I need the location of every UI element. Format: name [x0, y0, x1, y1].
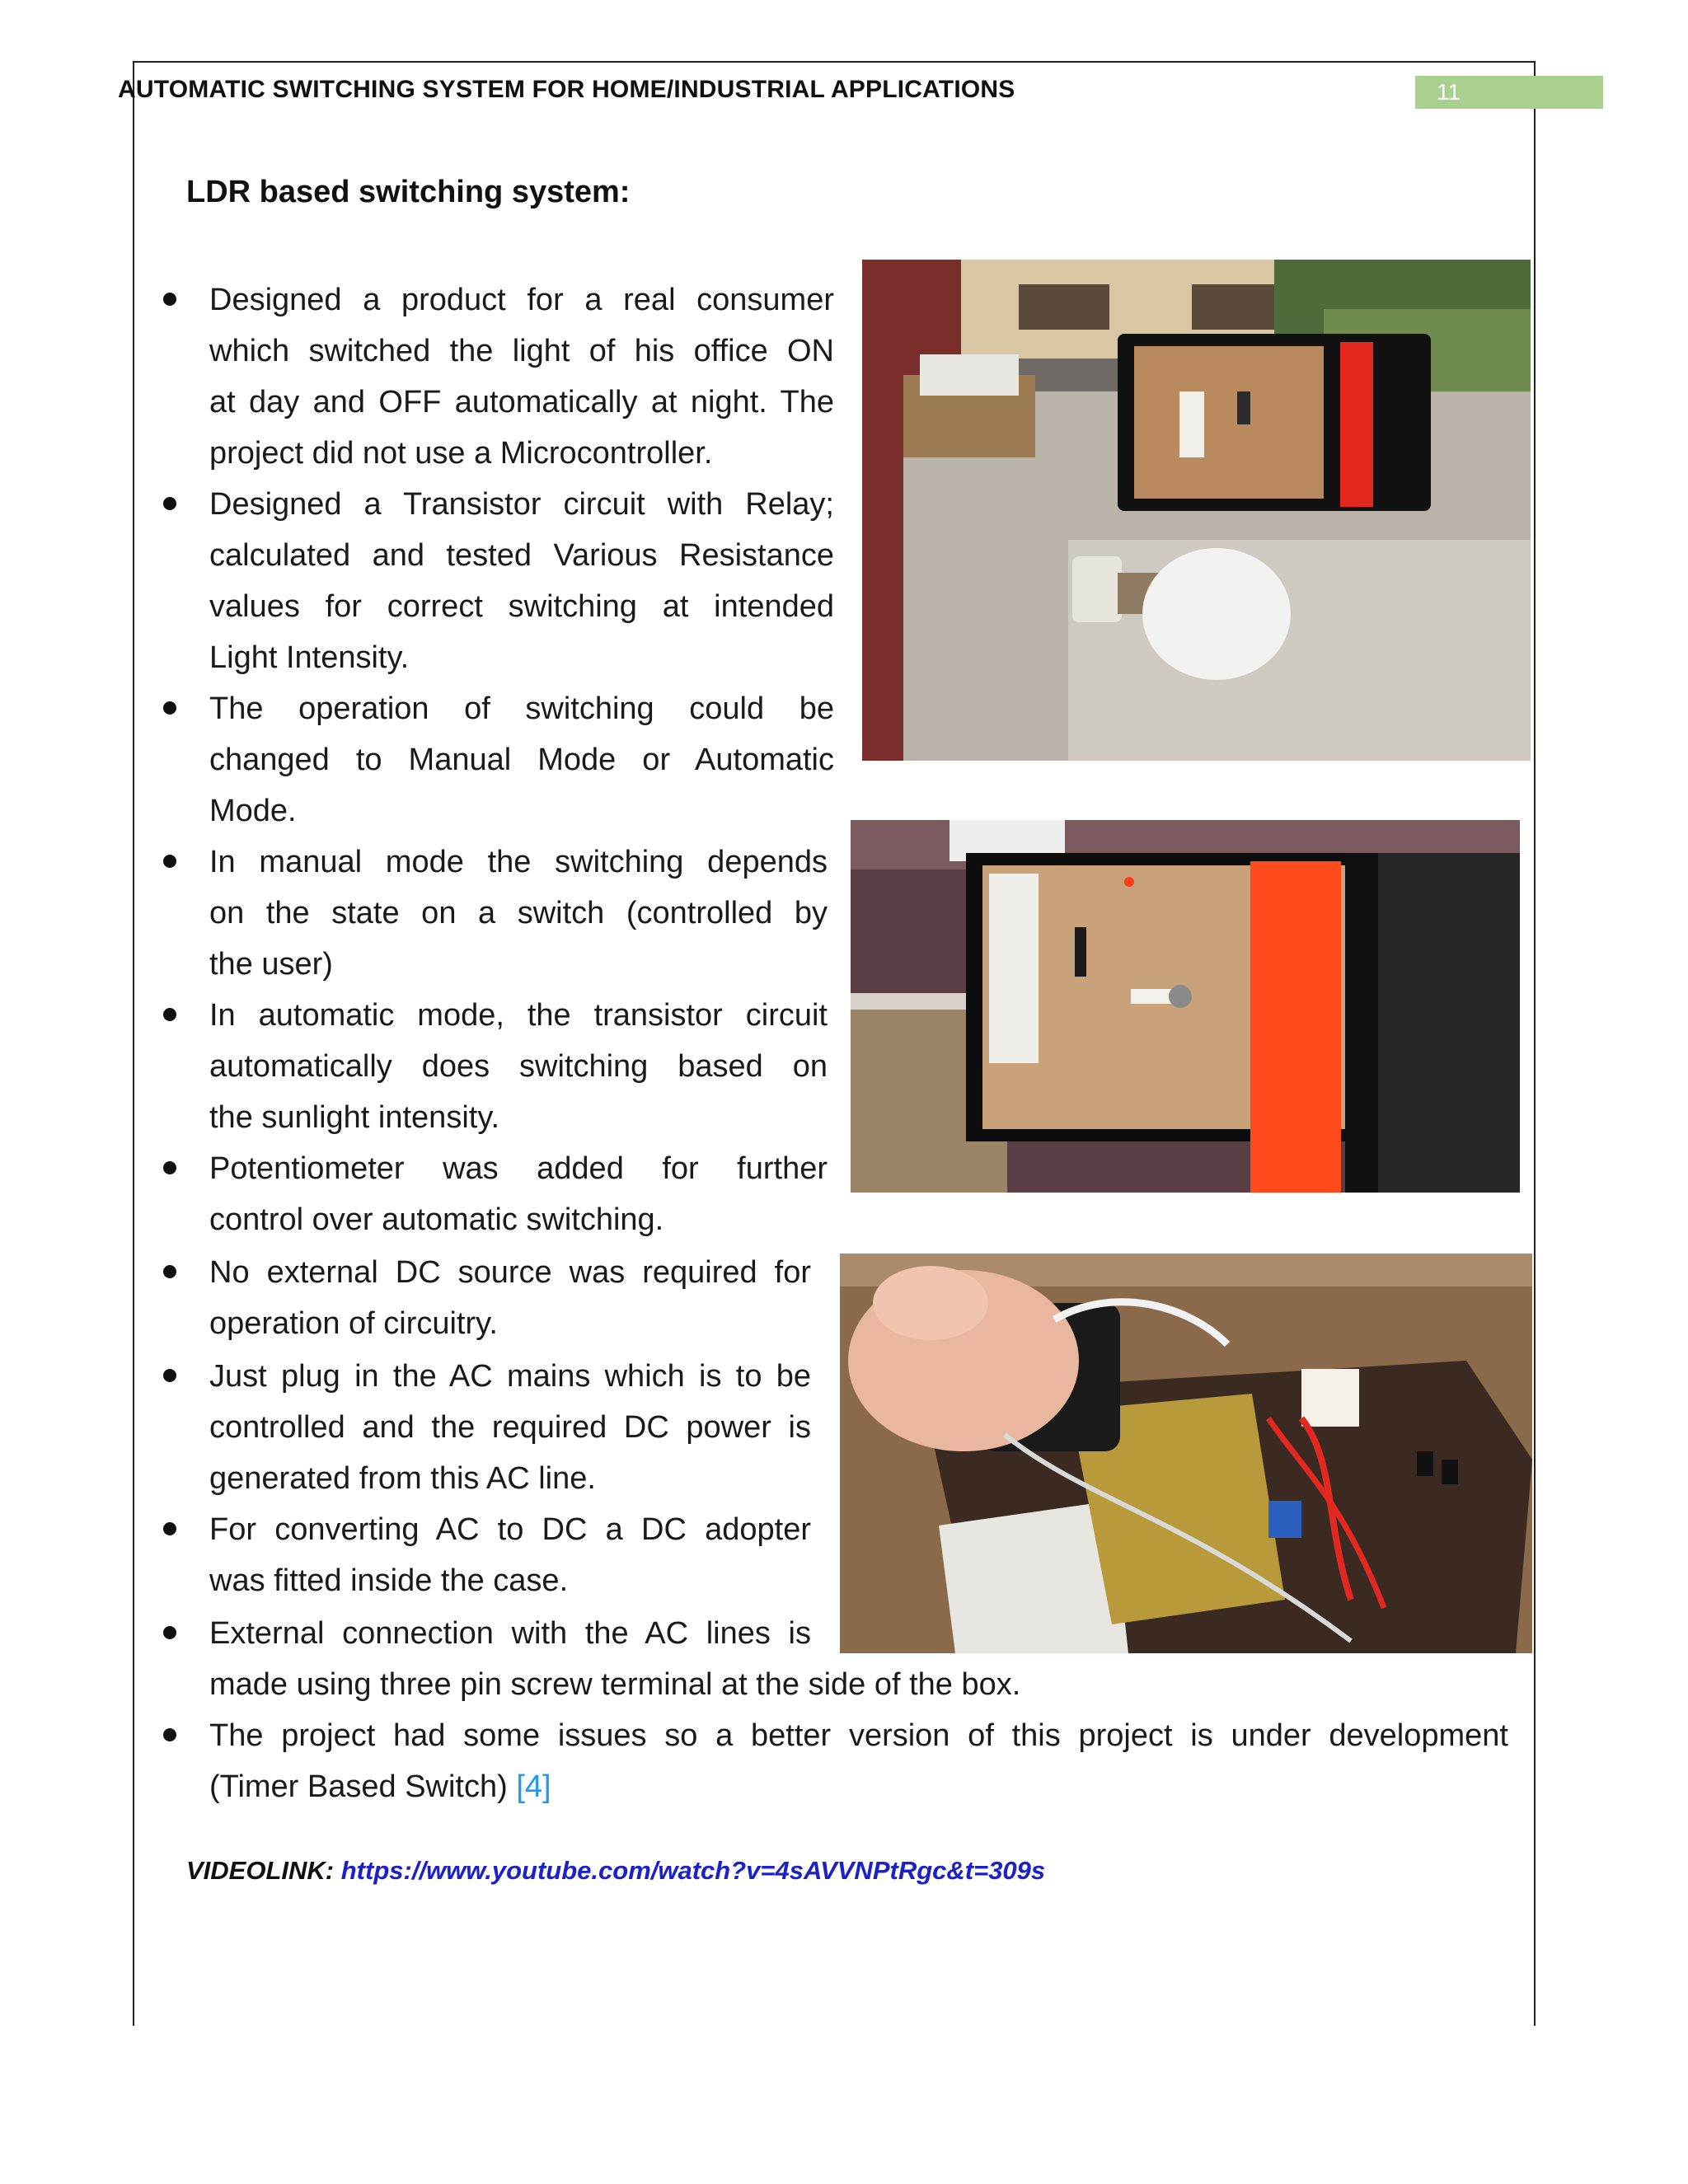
bullet-dot-icon — [163, 1161, 176, 1174]
bullet-line: calculated and tested Various Resistance — [209, 538, 834, 573]
bullet-line: at day and OFF automatically at night. The — [209, 385, 834, 419]
running-header-title: AUTOMATIC SWITCHING SYSTEM FOR HOME/INDUSTRIAL APPLICATIONS — [118, 76, 1015, 103]
bullet-dot-icon — [163, 497, 176, 510]
citation-reference-link[interactable]: [4] — [516, 1769, 551, 1804]
page-border-left — [133, 61, 134, 2026]
bullet-line: automatically does switching based on — [209, 1049, 828, 1084]
bullet-line: For converting AC to DC a DC adopter — [209, 1512, 811, 1547]
bullet-dot-icon — [163, 1728, 176, 1741]
bullet-line: changed to Manual Mode or Automatic — [209, 743, 834, 777]
photo-internal-circuitry — [840, 1254, 1532, 1653]
bullet-line: In manual mode the switching depends — [209, 845, 828, 879]
bullet-line: was fitted inside the case. — [209, 1563, 569, 1598]
bullet-line: External connection with the AC lines is — [209, 1616, 811, 1651]
bullet-line: generated from this AC line. — [209, 1461, 596, 1496]
bullet-line-text: (Timer Based Switch) — [209, 1769, 508, 1804]
bullet-dot-icon — [163, 855, 176, 868]
bullet-dot-icon — [163, 1008, 176, 1021]
bullet-line: made using three pin screw terminal at the side of the box. — [209, 1667, 1021, 1702]
bullet-line: control over automatic switching. — [209, 1202, 664, 1237]
video-link — [186, 1856, 1045, 1886]
bullet-dot-icon — [163, 293, 176, 306]
bullet-line: controlled and the required DC power is — [209, 1410, 811, 1445]
bullet-line: operation of circuitry. — [209, 1306, 498, 1341]
bullet-dot-icon — [163, 1626, 176, 1639]
bullet-line: Light Intensity. — [209, 640, 410, 675]
bullet-line: In automatic mode, the transistor circuit — [209, 998, 828, 1033]
bullet-line: project did not use a Microcontroller. — [209, 436, 713, 471]
photo-box-closeup — [851, 820, 1520, 1193]
bullet-line: the user) — [209, 947, 333, 982]
page-border-right — [1534, 61, 1536, 2026]
bullet-dot-icon — [163, 1265, 176, 1278]
bullet-line: Designed a Transistor circuit with Relay; — [209, 487, 834, 522]
bullet-line: Designed a product for a real consumer — [209, 283, 834, 317]
video-url-link[interactable]: https://www.youtube.com/watch?v=4sAVVNPtRgc&t=309s — [340, 1856, 1046, 1885]
page-number-badge: 11 — [1415, 76, 1603, 109]
bullet-line: No external DC source was required for — [209, 1255, 811, 1290]
bullet-line: values for correct switching at intended — [209, 589, 834, 624]
bullet-dot-icon — [163, 1369, 176, 1382]
bullet-line — [209, 1761, 551, 1812]
bullet-line: The operation of switching could be — [209, 691, 834, 726]
bullet-line: which switched the light of his office ON — [209, 334, 834, 368]
bullet-dot-icon — [163, 701, 176, 715]
video-link-label: VIDEOLINK: — [186, 1856, 335, 1885]
bullet-line: The project had some issues so a better version of this project is under development — [209, 1718, 1508, 1753]
bullet-line: on the state on a switch (controlled by — [209, 896, 828, 930]
bullet-dot-icon — [163, 1522, 176, 1535]
photo-device-with-bulb — [862, 260, 1531, 761]
section-heading: LDR based switching system: — [186, 175, 631, 209]
bullet-line: Potentiometer was added for further — [209, 1151, 828, 1186]
bullet-line: the sunlight intensity. — [209, 1100, 500, 1135]
bullet-line: Mode. — [209, 794, 297, 828]
bullet-line: Just plug in the AC mains which is to be — [209, 1359, 811, 1394]
page-border-top — [133, 61, 1536, 63]
